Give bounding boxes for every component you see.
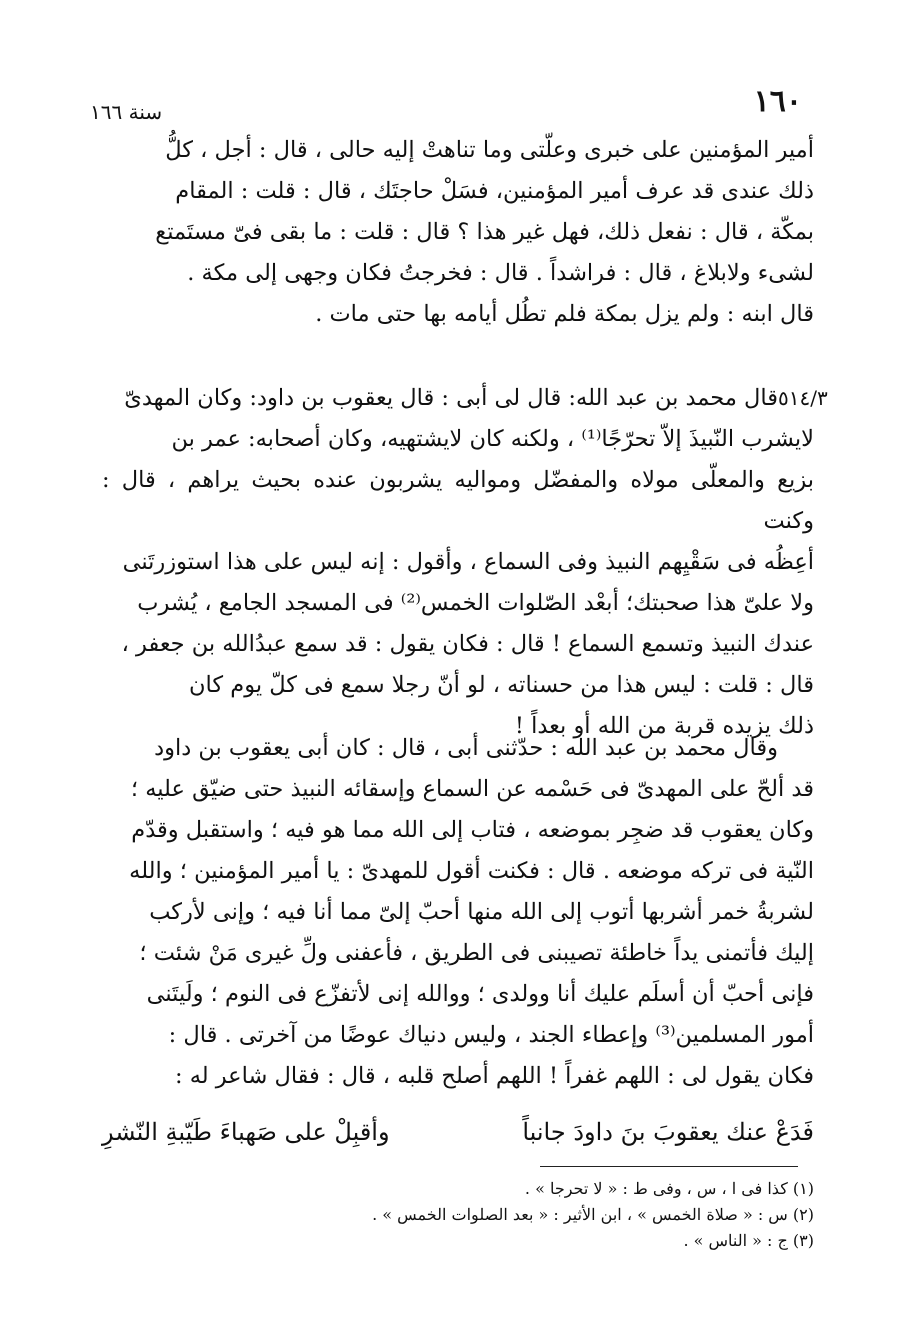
verse-first-hemistich: فَدَعْ عنك يعقوبَ بنَ داودَ جانباً [522,1118,814,1146]
text-line: النّية فى تركه موضعه . قال : فكنت أقول للمهدىّ : يا أمير المؤمنين ؛ والله [129,858,814,884]
text-line: بمكّة ، قال : نفعل ذلك، فهل غير هذا ؟ قال : قلت : ما بقى فىّ مستَمتع [155,219,814,245]
text-line: أمير المؤمنين على خبرى وعلّتى وما تناهتْ إليه حالى ، قال : أجل ، كلُّ [165,137,814,163]
text-line: أمور المسلمين⁽³⁾ وإعطاء الجند ، وليس دنياك عوضًا من آخرتى . قال : [168,1022,814,1048]
footnote: (١) كذا فى ا ، س ، وفى ط : « لا تحرجا » . [524,1179,814,1198]
text-line: إليك فأتمنى يداً خاطئة تصيبنى فى الطريق ، فأعفنى ولِّ غيرى مَنْ شئت ؛ [139,940,814,966]
text-line: قد ألحّ على المهدىّ فى حَسْمه عن السماع وإسقائه النبيذ حتى ضيّق عليه ؛ [130,776,814,802]
poetry-verse [102,1118,814,1162]
paragraph-yaqub [102,728,814,1097]
text-line: ولا علىّ هذا صحبتك؛ أبعْد الصّلوات الخمس⁽²⁾ فى المسجد الجامع ، يُشرب [137,590,814,616]
page-number: ١٦٠ [753,84,802,119]
paragraph-nabidh [102,378,814,747]
text-line: عندك النبيذ وتسمع السماع ! قال : فكان يقول : قد سمع عبدُالله بن جعفر ، [121,631,814,657]
running-head: سنة ١٦٦ [90,100,163,124]
text-line: ذلك يزيده قربة من الله أو بعداً ! [514,713,814,739]
footnote: (٣) ج : « الناس » . [683,1231,814,1250]
footnotes [102,1176,814,1254]
paragraph-continuation [102,130,814,335]
text-line: ذلك عندى قد عرف أمير المؤمنين، فسَلْ حاجتَك ، قال : قلت : المقام [175,178,814,204]
text-line: فإنى أحبّ أن أسلَم عليك أنا وولدى ؛ ووالله إنى لأتفزّع فى النوم ؛ ولَيتَنى [146,981,814,1007]
text-line: أعِظُه فى سَقْيِهم النبيذ وفى السماع ، وأقول : إنه ليس على هذا استوزرتَنى [122,549,814,575]
text-line: وكان يعقوب قد ضجِر بموضعه ، فتاب إلى الله مما هو فيه ؛ واستقبل وقدّم [131,817,814,843]
text-line: وقال محمد بن عبد الله : حدّثنى أبى ، قال : كان أبى يعقوب بن داود [154,735,778,761]
margin-reference: ٥١٤/٣ [778,386,828,410]
text-line: لشىء ولابلاغ ، قال : فراشداً . قال : فخرجتُ فكان وجهى إلى مكة . [187,260,814,286]
text-line: بزيع والمعلّى مولاه والمفضّل ومواليه يشربون عنده بحيث يراهم ، قال : وكنت [102,467,814,534]
text-line: لايشرب النّبيذَ إلاّ تحرّجًا⁽¹⁾ ، ولكنه كان لايشتهيه، وكان أصحابه: عمر بن [171,426,814,452]
text-line: قال محمد بن عبد الله: قال لى أبى : قال يعقوب بن داود: وكان المهدىّ [124,385,778,411]
text-line: لشربةُ خمر أشربها أتوب إلى الله منها أحبّ إلىّ مما أنا فيه ؛ وإنى لأركب [149,899,814,925]
text-line: فكان يقول لى : اللهم غفراً ! اللهم أصلح قلبه ، قال : فقال شاعر له : [174,1063,814,1089]
text-line: قال : قلت : ليس هذا من حسناته ، لو أنّ رجلا سمع فى كلّ يوم كان [189,672,814,698]
verse-second-hemistich: وأقبِلْ على صَهباءَ طَيّبةِ النّشرِ [102,1118,390,1146]
footnote: (٢) س : « صلاة الخمس » ، ابن الأثير : « بعد الصلوات الخمس » . [372,1205,814,1224]
text-line: قال ابنه : ولم يزل بمكة فلم تطُل أيامه بها حتى مات . [315,301,814,327]
footnote-divider [540,1166,798,1167]
